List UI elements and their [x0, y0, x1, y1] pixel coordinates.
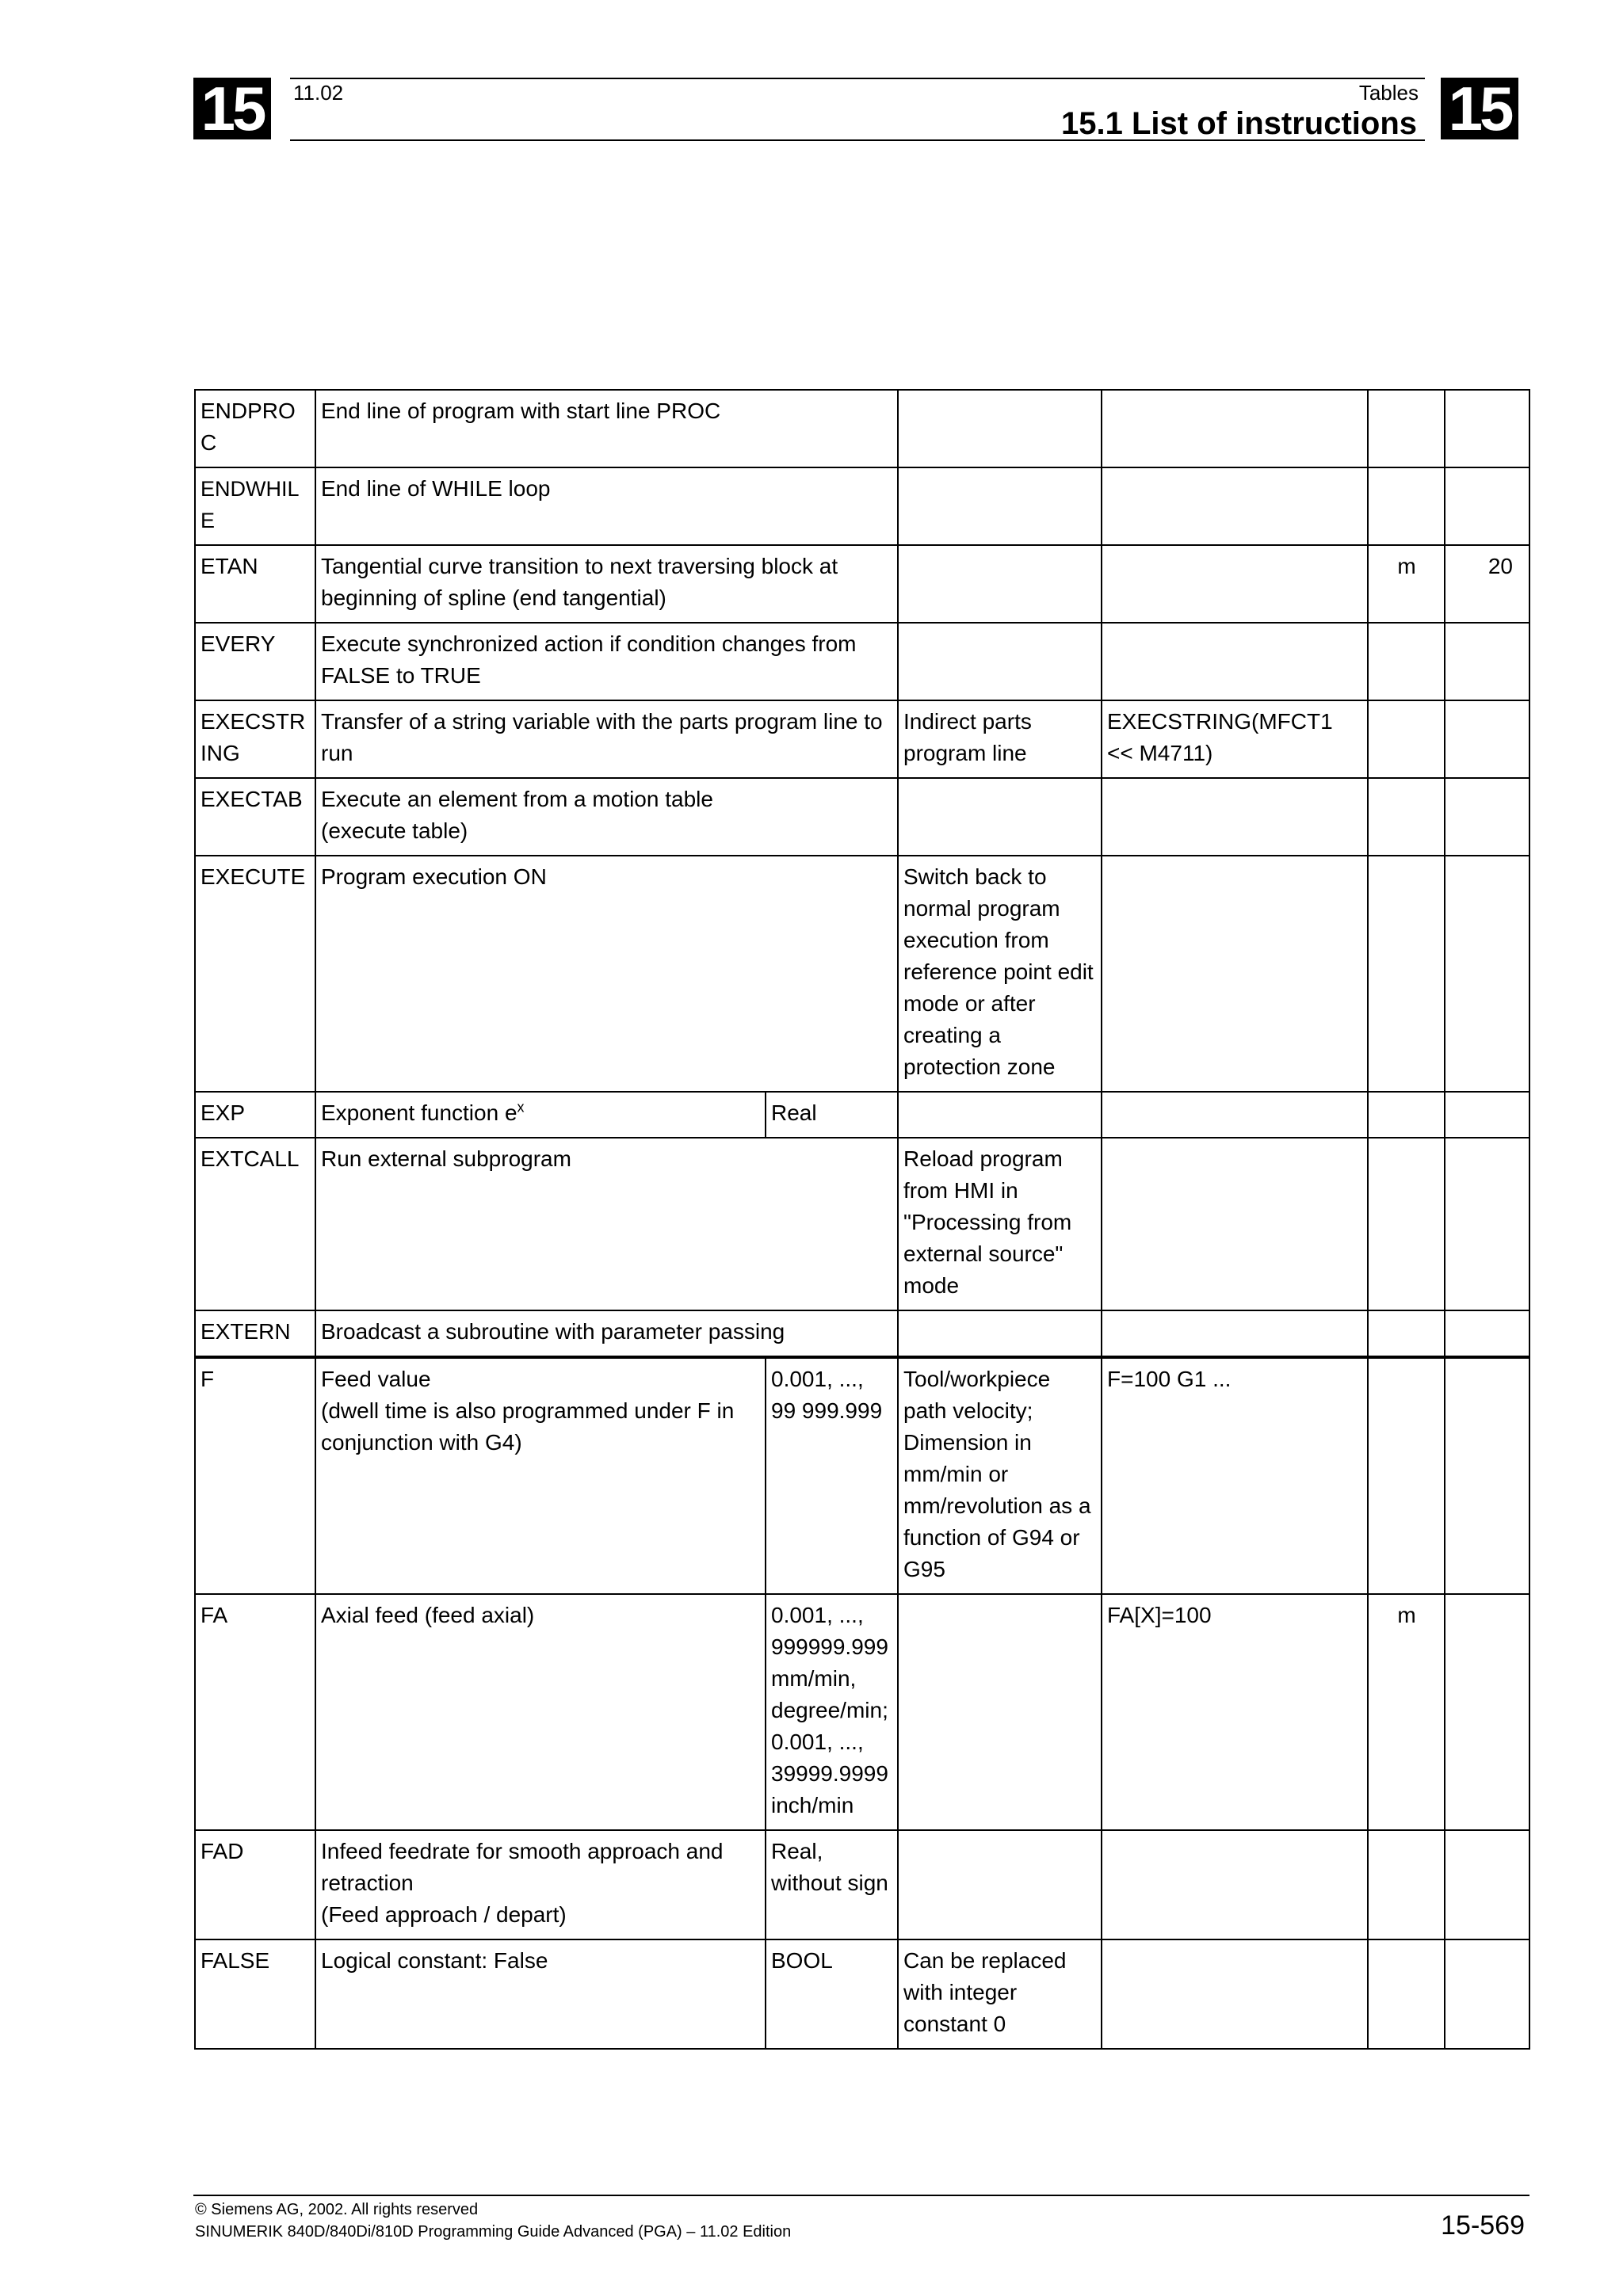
table-row	[195, 700, 1529, 778]
table-row	[195, 467, 1529, 545]
description-cell: Transfer of a string variable with the parts program line to run	[315, 700, 898, 778]
table-row	[195, 856, 1529, 1092]
group-cell	[1445, 1357, 1529, 1594]
example-cell	[1102, 390, 1368, 467]
remark-cell	[898, 1594, 1102, 1830]
header-date: 11.02	[293, 81, 344, 105]
header-section: Tables	[1358, 81, 1419, 105]
table-row	[195, 1092, 1529, 1138]
remark-cell	[898, 1092, 1102, 1138]
mode-cell	[1368, 1939, 1445, 2049]
example-cell	[1102, 856, 1368, 1092]
mode-cell	[1368, 1092, 1445, 1138]
keyword-cell: EXTERN	[195, 1310, 315, 1357]
mode-cell	[1368, 700, 1445, 778]
example-cell	[1102, 545, 1368, 623]
description-cell: Infeed feedrate for smooth approach and retraction (Feed approach / depart)	[315, 1830, 766, 1939]
group-cell	[1445, 778, 1529, 856]
keyword-cell: EXECSTR ING	[195, 700, 315, 778]
example-cell	[1102, 778, 1368, 856]
footer-copyright: © Siemens AG, 2002. All rights reserved	[195, 2201, 479, 2218]
description-cell: End line of WHILE loop	[315, 467, 898, 545]
example-cell	[1102, 1092, 1368, 1138]
description-cell: Run external subprogram	[315, 1138, 898, 1310]
header-top-rule	[290, 78, 1425, 79]
keyword-cell: EVERY	[195, 623, 315, 700]
description-cell: Axial feed (feed axial)	[315, 1594, 766, 1830]
group-cell	[1445, 623, 1529, 700]
keyword-cell: FAD	[195, 1830, 315, 1939]
mode-cell	[1368, 1310, 1445, 1357]
example-cell: FA[X]=100	[1102, 1594, 1368, 1830]
value-range-cell: 0.001, ..., 99 999.999	[766, 1357, 898, 1594]
keyword-cell: EXTCALL	[195, 1138, 315, 1310]
mode-cell	[1368, 1830, 1445, 1939]
example-cell	[1102, 1939, 1368, 2049]
table-row	[195, 623, 1529, 700]
keyword-cell: ENDPROC	[195, 390, 315, 467]
mode-cell: m	[1368, 545, 1445, 623]
group-cell: 20	[1445, 545, 1529, 623]
mode-cell: m	[1368, 1594, 1445, 1830]
mode-cell	[1368, 623, 1445, 700]
value-range-cell: Real	[766, 1092, 898, 1138]
example-cell	[1102, 1310, 1368, 1357]
mode-cell	[1368, 467, 1445, 545]
description-text: Exponent function e	[321, 1100, 517, 1125]
example-cell: F=100 G1 ...	[1102, 1357, 1368, 1594]
remark-cell: Reload program from HMI in "Processing from external source" mode	[898, 1138, 1102, 1310]
keyword-cell: ETAN	[195, 545, 315, 623]
table-row	[195, 778, 1529, 856]
mode-cell	[1368, 856, 1445, 1092]
mode-cell	[1368, 778, 1445, 856]
description-cell: Feed value (dwell time is also programmed under F in conjunction with G4)	[315, 1357, 766, 1594]
description-cell: Tangential curve transition to next traversing block at beginning of spline (end tangential)	[315, 545, 898, 623]
table-row	[195, 1310, 1529, 1357]
remark-cell	[898, 1830, 1102, 1939]
group-cell	[1445, 1594, 1529, 1830]
description-cell: Execute synchronized action if condition changes from FALSE to TRUE	[315, 623, 898, 700]
group-cell	[1445, 390, 1529, 467]
description-cell	[315, 1092, 766, 1138]
superscript: x	[517, 1099, 525, 1116]
chapter-number-right: 15	[1441, 78, 1518, 139]
chapter-number-left: 15	[193, 78, 271, 139]
remark-cell	[898, 390, 1102, 467]
keyword-cell: F	[195, 1357, 315, 1594]
example-cell: EXECSTRING(MFCT1 << M4711)	[1102, 700, 1368, 778]
header-title: 15.1 List of instructions	[1061, 106, 1417, 141]
footer-edition: SINUMERIK 840D/840Di/810D Programming Guide Advanced (PGA) – 11.02 Edition	[195, 2223, 792, 2241]
mode-cell	[1368, 1138, 1445, 1310]
remark-cell	[898, 778, 1102, 856]
remark-cell	[898, 1310, 1102, 1357]
description-cell: Logical constant: False	[315, 1939, 766, 2049]
example-cell	[1102, 1138, 1368, 1310]
mode-cell	[1368, 390, 1445, 467]
table-row	[195, 1594, 1529, 1830]
description-cell: Program execution ON	[315, 856, 898, 1092]
group-cell	[1445, 700, 1529, 778]
table-row	[195, 1939, 1529, 2049]
table-row	[195, 1357, 1529, 1594]
keyword-cell: EXECTAB	[195, 778, 315, 856]
remark-cell	[898, 623, 1102, 700]
description-cell: Broadcast a subroutine with parameter passing	[315, 1310, 898, 1357]
example-cell	[1102, 467, 1368, 545]
value-range-cell: Real, without sign	[766, 1830, 898, 1939]
instructions-table	[194, 389, 1530, 2050]
table-row	[195, 390, 1529, 467]
keyword-cell: FA	[195, 1594, 315, 1830]
group-cell	[1445, 1310, 1529, 1357]
group-cell	[1445, 1138, 1529, 1310]
mode-cell	[1368, 1357, 1445, 1594]
example-cell	[1102, 1830, 1368, 1939]
group-cell	[1445, 1830, 1529, 1939]
keyword-cell: EXECUTE	[195, 856, 315, 1092]
footer-rule	[193, 2195, 1529, 2196]
remark-cell: Switch back to normal program execution from reference point edit mode or after creating a protection zone	[898, 856, 1102, 1092]
example-cell	[1102, 623, 1368, 700]
remark-cell: Tool/workpiece path velocity; Dimension in mm/min or mm/revolution as a function of G94 or G95	[898, 1357, 1102, 1594]
description-cell: Execute an element from a motion table (execute table)	[315, 778, 898, 856]
header-bottom-rule	[290, 139, 1425, 141]
keyword-cell: EXP	[195, 1092, 315, 1138]
group-cell	[1445, 1092, 1529, 1138]
table-row	[195, 1138, 1529, 1310]
remark-cell: Indirect parts program line	[898, 700, 1102, 778]
group-cell	[1445, 856, 1529, 1092]
keyword-cell: ENDWHILE	[195, 467, 315, 545]
remark-cell	[898, 545, 1102, 623]
remark-cell: Can be replaced with integer constant 0	[898, 1939, 1102, 2049]
page-number: 15-569	[1441, 2210, 1525, 2241]
remark-cell	[898, 467, 1102, 545]
description-cell: End line of program with start line PROC	[315, 390, 898, 467]
keyword-cell: FALSE	[195, 1939, 315, 2049]
value-range-cell: BOOL	[766, 1939, 898, 2049]
group-cell	[1445, 1939, 1529, 2049]
group-cell	[1445, 467, 1529, 545]
table-row	[195, 1830, 1529, 1939]
value-range-cell: 0.001, ..., 999999.999 mm/min, degree/min; 0.001, ..., 39999.9999 inch/min	[766, 1594, 898, 1830]
table-row	[195, 545, 1529, 623]
